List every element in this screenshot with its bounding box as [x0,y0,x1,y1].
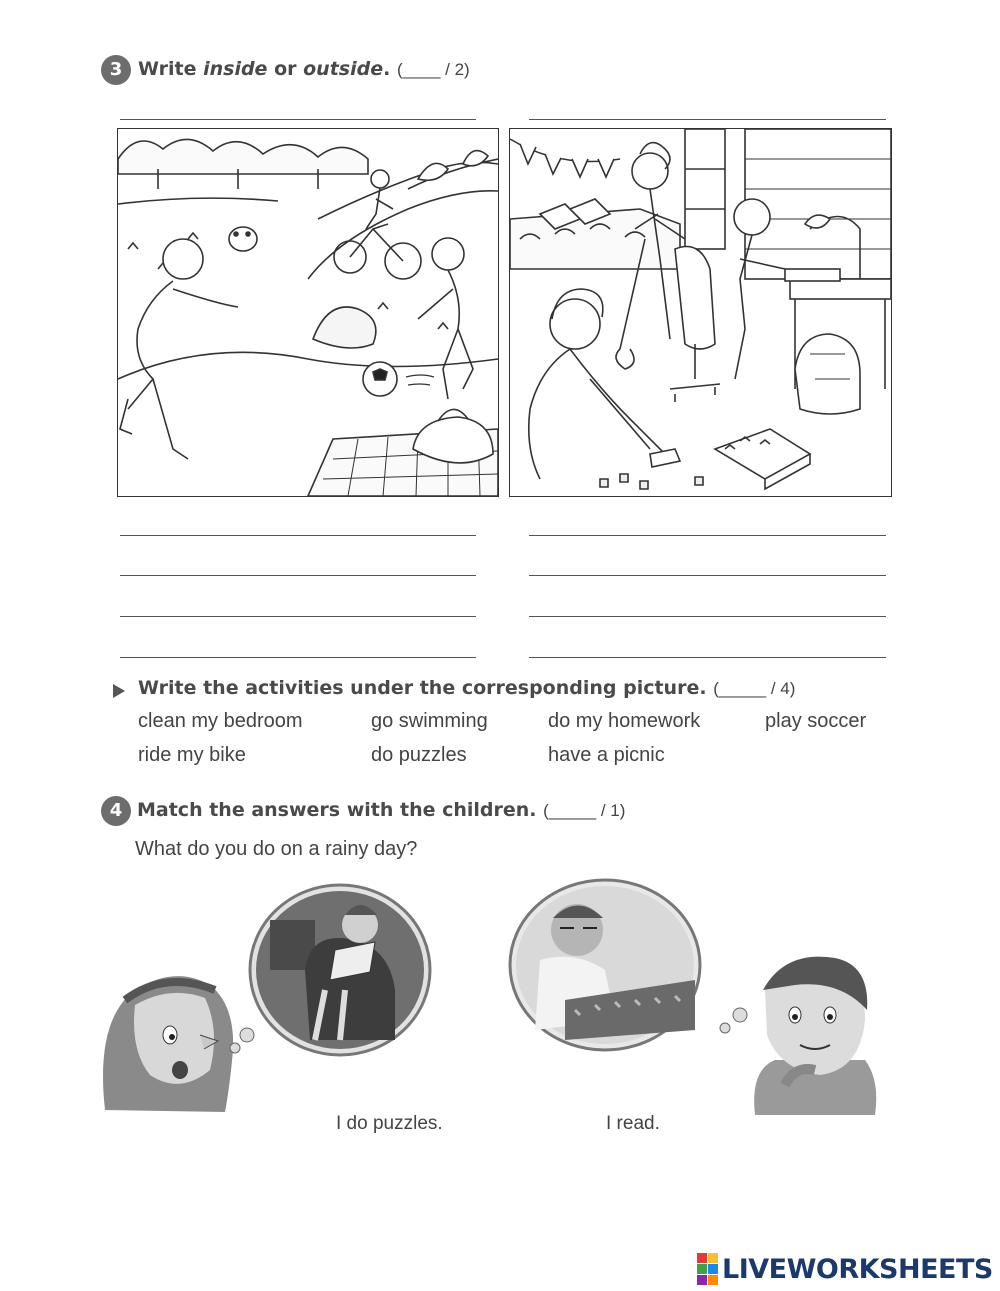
title-outside: outside [303,58,384,80]
answer-i-read: I read. [606,1113,660,1134]
answer-line-left-3[interactable] [120,616,476,617]
logo-block [708,1253,718,1263]
word-clean-my-bedroom: clean my bedroom [138,710,303,732]
title-text: or [267,58,304,80]
logo-block [697,1264,707,1274]
play-arrow-icon [113,684,125,698]
word-do-puzzles: do puzzles [371,744,467,766]
section-3-badge: 3 [101,55,131,85]
answer-line-right-4[interactable] [529,657,886,658]
logo-block [697,1253,707,1263]
logo-block [708,1264,718,1274]
answer-line-right-2[interactable] [529,575,886,576]
logo-text: LIVEWORKSHEETS [722,1253,993,1285]
word-play-soccer: play soccer [765,710,867,732]
section-3-score: (____ / 2) [396,60,470,79]
answer-line-right-1[interactable] [529,535,886,536]
answer-i-do-puzzles: I do puzzles. [336,1113,443,1134]
children-thought-bubbles-illustration [95,870,885,1120]
word-go-swimming: go swimming [371,710,488,732]
bedroom-scene-illustration [509,128,892,497]
reading-photo [250,885,430,1055]
answer-line-right-top[interactable] [529,119,886,120]
logo-blocks-icon [697,1253,718,1285]
title-text: Match the answers with the children. [137,799,537,821]
title-text: Write [138,58,204,80]
answer-line-left-1[interactable] [120,535,476,536]
puzzle-photo [510,880,700,1050]
question-text: What do you do on a rainy day? [135,838,418,860]
word-have-a-picnic: have a picnic [548,744,665,766]
instruction-text: Write the activities under the corresponding picture. [138,677,707,699]
word-ride-my-bike: ride my bike [138,744,246,766]
section-4-title [137,799,625,821]
title-inside: inside [203,58,268,80]
section-4-badge: 4 [101,796,131,826]
girl-illustration [103,976,254,1112]
liveworksheets-logo [697,1252,993,1286]
answer-line-right-3[interactable] [529,616,886,617]
answer-line-left-2[interactable] [120,575,476,576]
logo-block [697,1275,707,1285]
section-4-score: (_____ / 1) [543,801,626,820]
boy-illustration [720,957,876,1115]
park-scene-illustration [117,128,499,497]
logo-block [708,1275,718,1285]
activities-instruction [138,677,795,699]
answer-line-left-top[interactable] [120,119,476,120]
answer-line-left-4[interactable] [120,657,476,658]
activities-score: (_____ / 4) [713,679,796,698]
title-text: . [383,58,391,80]
word-do-my-homework: do my homework [548,710,701,732]
section-3-title [138,58,470,80]
